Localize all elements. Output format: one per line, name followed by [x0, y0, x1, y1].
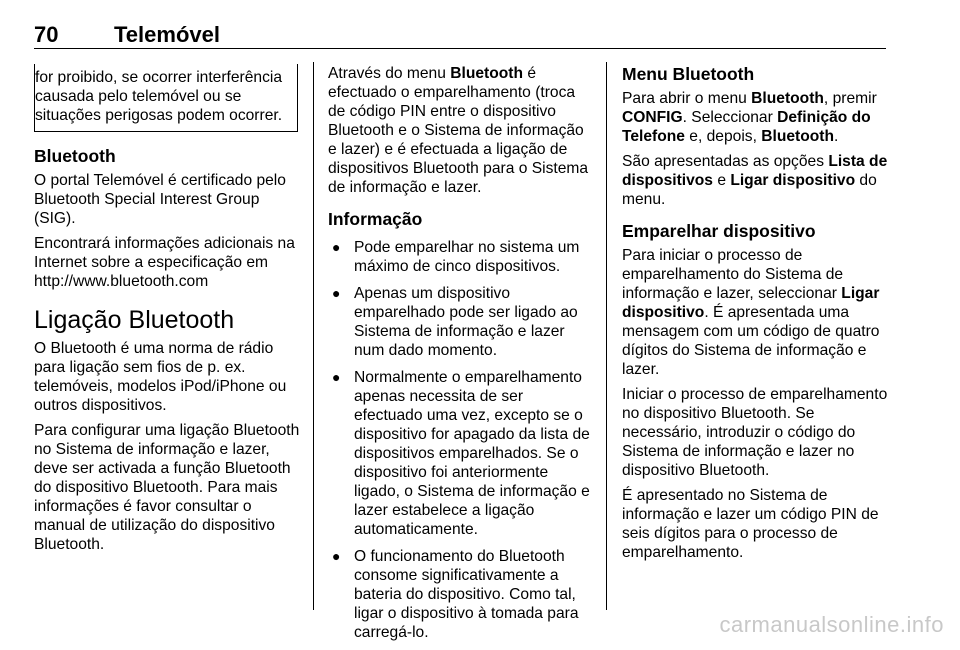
menu-text: e: [712, 172, 731, 189]
bluetooth-heading: Bluetooth: [34, 146, 116, 166]
bullet-icon: ●: [332, 285, 341, 301]
intro-text-c: é efectuado o emparelhamento (troca de código PIN entre o dispositivo Bluetooth e o Sistema de informação e lazer) e é efectuada a ligação de dispositivos Bluetooth para o Sistema de informação e lazer.: [328, 65, 589, 196]
info-bullet-list: [328, 238, 592, 642]
menu-text: . Seleccionar: [682, 109, 778, 126]
list-item: [328, 284, 592, 360]
section-title: Telemóvel: [114, 22, 220, 47]
menu-paragraph-2: [622, 152, 888, 209]
intro-text-a: Através do menu: [328, 65, 451, 82]
menu-term: Lista de dispositivos: [622, 153, 888, 189]
menu-term: Bluetooth: [751, 90, 824, 107]
bullet-text: Pode emparelhar no sistema um máximo de cinco dispositivos.: [354, 239, 580, 275]
pair-paragraph-1: [622, 246, 888, 379]
emparelhar-heading: Emparelhar dispositivo: [622, 221, 816, 241]
pair-text: . É apresentada uma mensagem com um código de quatro dígitos do Sistema de informação e lazer.: [622, 304, 880, 378]
ligacao-paragraph-1: O Bluetooth é uma norma de rádio para ligação sem fios de p. ex. telemóveis, modelos iPod/iPhone ou outros dispositivos.: [34, 340, 287, 414]
page-number: 70: [34, 22, 59, 47]
ligacao-paragraph-2: Para configurar uma ligação Bluetooth no Sistema de informação e lazer, deve ser activada a função Bluetooth do dispositivo Bluetooth. Para mais informações é favor consultar o manual de utilização do dispositivo Bluetooth.: [34, 422, 300, 553]
column-divider-1: [313, 62, 314, 610]
menu-bluetooth-heading: Menu Bluetooth: [622, 64, 755, 84]
menu-text: .: [834, 128, 839, 145]
menu-text: do menu.: [622, 172, 877, 208]
pair-term: Ligar dispositivo: [622, 285, 880, 321]
bullet-text: Apenas um dispositivo emparelhado pode ser ligado ao Sistema de informação e lazer num dado momento.: [354, 285, 578, 359]
column-divider-2: [606, 62, 607, 610]
watermark: carmanualsonline.info: [719, 612, 944, 637]
bluetooth-paragraph-2: Encontrará informações adicionais na Internet sobre a especificação em http://www.bluetooth.com: [34, 235, 295, 290]
list-item: [328, 238, 592, 276]
page-header: [34, 8, 886, 49]
intro-bluetooth-term: Bluetooth: [450, 65, 523, 82]
bullet-text: O funcionamento do Bluetooth consome significativamente a bateria do dispositivo. Como tal, ligar o dispositivo à tomada para carregá-lo.: [354, 548, 579, 641]
warning-note-text: for proibido, se ocorrer interferência causada pelo telemóvel ou se situações perigosas podem ocorrer.: [35, 69, 283, 124]
column-2: [328, 64, 592, 650]
bluetooth-menu-intro: [328, 64, 592, 197]
warning-note-box: [34, 64, 298, 132]
column-3: [622, 64, 888, 568]
ligacao-bluetooth-heading: Ligação Bluetooth: [34, 306, 235, 334]
menu-term: Bluetooth: [761, 128, 835, 145]
menu-paragraph-1: [622, 89, 888, 146]
bullet-icon: ●: [332, 239, 341, 255]
bullet-text: Normalmente o emparelhamento apenas necessita de ser efectuado uma vez, excepto se o dispositivo for apagado da lista de dispositivos emparelhados. Se o dispositivo foi anteriormente ligado, o Sistema de informação e lazer estabelece a ligação automaticamente.: [354, 369, 590, 538]
menu-term: Ligar dispositivo: [730, 172, 856, 189]
menu-text: Para abrir o menu: [622, 90, 752, 107]
bluetooth-paragraph-1: O portal Telemóvel é certificado pelo Bluetooth Special Interest Group (SIG).: [34, 172, 286, 227]
bullet-icon: ●: [332, 548, 341, 564]
pair-text: Para iniciar o processo de emparelhamento do Sistema de informação e lazer, seleccionar: [622, 247, 844, 302]
menu-text: e, depois,: [684, 128, 762, 145]
pair-paragraph-3: É apresentado no Sistema de informação e lazer um código PIN de seis dígitos para o processo de emparelhamento.: [622, 487, 879, 561]
informacao-heading: Informação: [328, 209, 423, 229]
menu-text: São apresentadas as opções: [622, 153, 829, 170]
column-1: [34, 64, 300, 560]
menu-term: Definição do Telefone: [622, 109, 871, 145]
pair-paragraph-2: Iniciar o processo de emparelhamento no dispositivo Bluetooth. Se necessário, introduzir o código do Sistema de informação e lazer no dispositivo Bluetooth.: [622, 386, 888, 479]
bullet-icon: ●: [332, 369, 341, 385]
config-term: CONFIG: [622, 109, 683, 126]
list-item: [328, 547, 592, 642]
menu-text: , premir: [823, 90, 877, 107]
list-item: [328, 368, 592, 539]
